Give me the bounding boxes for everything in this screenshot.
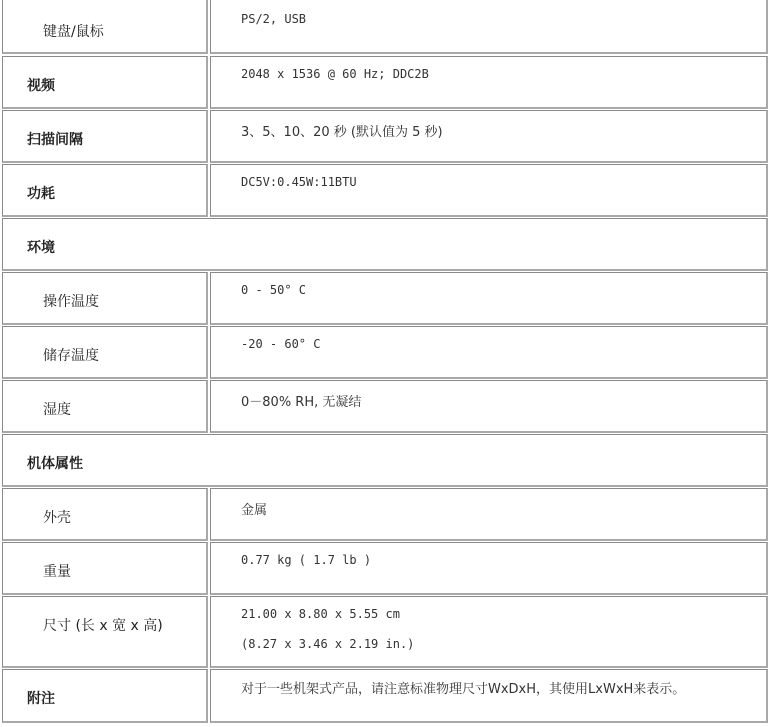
spec-value-cell: [210, 164, 768, 217]
spec-row-storage-temp: [2, 326, 768, 379]
spec-label-cell: [2, 326, 208, 379]
spec-row-weight: [2, 542, 768, 595]
spec-label: 尺寸 (长 x 宽 x 高): [43, 618, 163, 634]
spec-value: PS/2, USB: [241, 12, 307, 26]
spec-row-housing: [2, 488, 768, 541]
spec-label-cell: [2, 542, 208, 595]
spec-value: -20 - 60° C: [241, 337, 321, 351]
spec-label: 附注: [27, 691, 55, 707]
spec-row-note: [2, 669, 768, 723]
spec-value: DC5V:0.45W:11BTU: [241, 175, 357, 189]
spec-value-cell: [210, 542, 768, 595]
section-title: 环境: [27, 240, 55, 256]
spec-value-cell: [210, 380, 768, 433]
spec-value-cell: [210, 669, 768, 723]
spec-value: 21.00 x 8.80 x 5.55 cm: [241, 607, 400, 621]
spec-value-cell: [210, 488, 768, 541]
spec-label-cell: [2, 669, 208, 723]
spec-label: 储存温度: [43, 348, 99, 364]
spec-row-operating-temp: [2, 272, 768, 325]
spec-label: 操作温度: [43, 294, 99, 310]
spec-label-cell: [2, 56, 208, 109]
spec-value-cell: [210, 596, 768, 668]
spec-label: 键盘/鼠标: [43, 24, 104, 40]
spec-label: 功耗: [27, 186, 55, 202]
section-title: 机体属性: [27, 456, 83, 472]
spec-value-cell: [210, 272, 768, 325]
spec-row-keyboard-mouse: [2, 0, 768, 54]
spec-row-humidity: [2, 380, 768, 433]
spec-label-cell: [2, 110, 208, 163]
spec-label: 外壳: [43, 510, 71, 526]
spec-label-cell: [2, 596, 208, 668]
section-header-cell: [2, 434, 768, 487]
spec-label-cell: [2, 0, 208, 54]
spec-label-cell: [2, 272, 208, 325]
spec-value: 对于一些机架式产品，请注意标准物理尺寸WxDxH，其使用LxWxH来表示。: [241, 682, 686, 697]
spec-label: 重量: [43, 564, 71, 580]
spec-value: 3、5、10、20 秒 (默认值为 5 秒): [241, 125, 443, 140]
spec-value-cell: [210, 110, 768, 163]
spec-label-cell: [2, 164, 208, 217]
spec-value: 0－80% RH, 无凝结: [241, 395, 362, 410]
spec-row-scan-interval: [2, 110, 768, 163]
section-environment: [2, 218, 768, 271]
spec-value: 0.77 kg ( 1.7 lb ): [241, 553, 372, 567]
section-physical: [2, 434, 768, 487]
spec-row-power: [2, 164, 768, 217]
spec-value-cell: [210, 0, 768, 54]
spec-value: 2048 x 1536 @ 60 Hz; DDC2B: [241, 67, 429, 81]
spec-value-cell: [210, 56, 768, 109]
spec-label: 扫描间隔: [27, 132, 83, 148]
spec-label-cell: [2, 488, 208, 541]
spec-label-cell: [2, 380, 208, 433]
spec-value: 金属: [241, 503, 268, 518]
spec-value-secondary: (8.27 x 3.46 x 2.19 in.): [241, 637, 415, 651]
spec-row-video: [2, 56, 768, 109]
spec-label: 视频: [27, 78, 55, 94]
spec-label: 湿度: [43, 402, 71, 418]
section-header-cell: [2, 218, 768, 271]
spec-value: 0 - 50° C: [241, 283, 307, 297]
spec-value-cell: [210, 326, 768, 379]
spec-row-dimensions: [2, 596, 768, 668]
